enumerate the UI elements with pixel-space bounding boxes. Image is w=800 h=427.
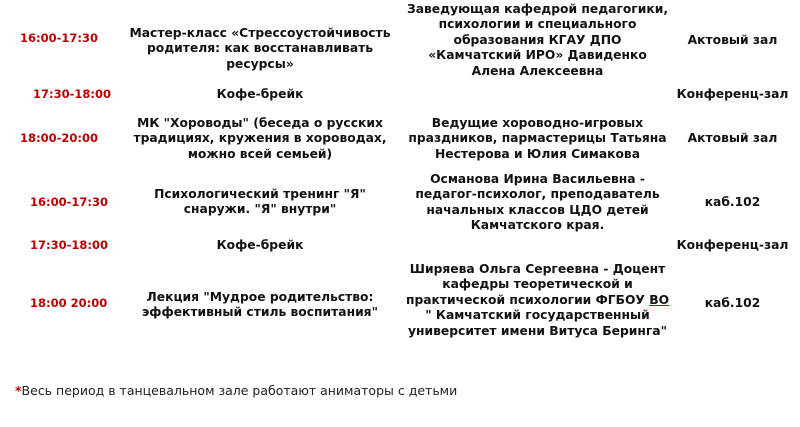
host-text-part: Ширяева Ольга Сергеевна - Доцент кафедры теоретической и практической психологии ФГБОУ [405,262,666,307]
event-cell: МК "Хороводы" (беседа о русских традициях, кружения в хороводах, можно всей семьей) [133,116,387,161]
time-cell: 17:30-18:00 [30,238,108,252]
event-cell: Лекция "Мудрое родительство: эффективный стиль воспитания" [142,290,378,320]
place-cell: каб.102 [704,296,761,310]
time-cell: 18:00-20:00 [20,131,98,145]
event-cell: Кофе-брейк [216,87,304,101]
place-cell: Актовый зал [687,131,778,145]
place-cell: Конференц-зал [676,238,789,252]
host-cell: Османова Ирина Васильевна - педагог-психолог, преподаватель начальных классов ЦДО детей Камчатского края. [415,172,660,233]
host-cell: Заведующая кафедрой педагогики, психологии и специального образования КГАУ ДПО «Камчатский ИРО» Давиденко Алена Алексеевна [406,2,668,78]
host-text-part: " Камчатский государственный университет имени Витуса Беринга" [408,308,667,338]
place-cell: Конференц-зал [676,87,789,101]
place-cell: Актовый зал [687,33,778,47]
time-cell: 18:00 20:00 [30,296,108,310]
footnote-star: * [15,383,22,398]
time-cell: 16:00-17:30 [30,195,108,209]
host-cell: Ведущие хороводно-игровых праздников, пармастерицы Татьяна Нестерова и Юлия Симакова [408,116,667,161]
footnote-text: Весь период в танцевальном зале работают аниматоры с детьми [21,383,458,398]
event-cell: Кофе-брейк [216,238,304,252]
time-cell: 16:00-17:30 [20,31,98,45]
host-cell [405,262,670,339]
footnote [15,383,457,398]
place-cell: каб.102 [704,195,761,209]
time-cell: 17:30-18:00 [33,87,111,101]
event-cell: Мастер-класс «Стрессоустойчивость родителя: как восстанавливать ресурсы» [129,26,391,71]
event-cell: Психологический тренинг "Я" снаружи. "Я" внутри" [154,187,366,217]
host-text-underlined: ВО [649,292,670,307]
